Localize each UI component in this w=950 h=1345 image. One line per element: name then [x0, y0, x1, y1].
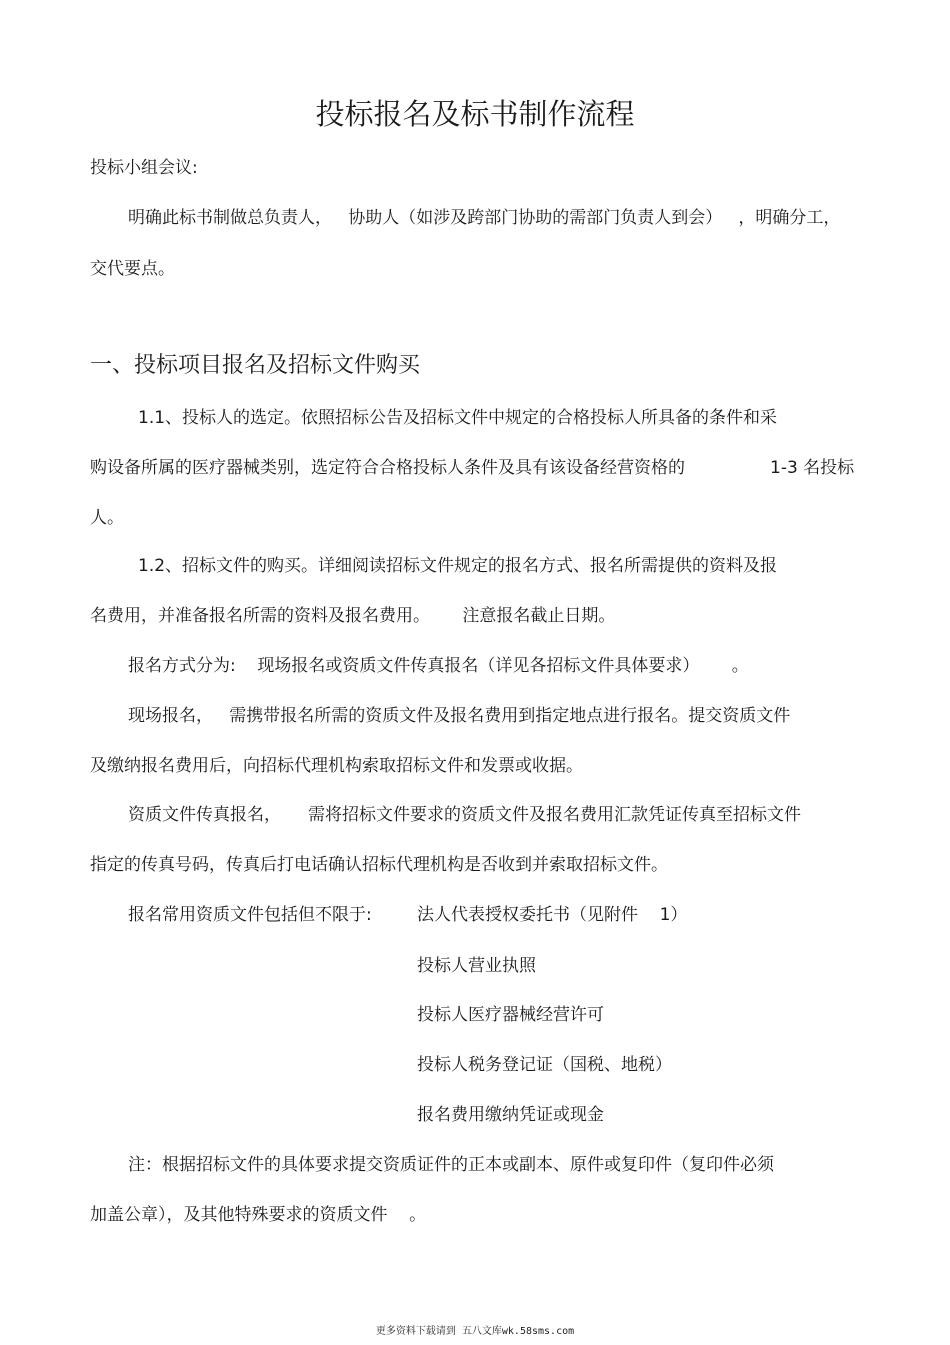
- registration-mode-line: 报名方式分为: 现场报名或资质文件传真报名（详见各招标文件具体要求） 。: [128, 656, 749, 676]
- meeting-paragraph-line-1: 明确此标书制做总负责人， 协助人（如涉及跨部门协助的需部门负责人到会） ，明确分工，: [128, 208, 841, 228]
- p11-line-2: 购设备所属的医疗器械类别，选定符合合格投标人条件及具有该设备经营资格的: [90, 458, 685, 478]
- fax-line-1: 资质文件传真报名， 需将招标文件要求的资质文件及报名费用汇款凭证传真至招标文件: [128, 805, 802, 825]
- p12-line-1: 1.2、招标文件的购买。详细阅读招标文件规定的报名方式、报名所需提供的资料及报: [138, 556, 778, 576]
- section-heading: 一、投标项目报名及招标文件购买: [90, 353, 421, 378]
- doc-item-3: 投标人医疗器械经营许可: [417, 1005, 604, 1025]
- fax-line-2: 指定的传真号码，传真后打电话确认招标代理机构是否收到并索取招标文件。: [90, 855, 668, 875]
- p11-line-1: 1.1、投标人的选定。依照招标公告及招标文件中规定的合格投标人所具备的条件和采: [138, 408, 778, 428]
- page-title: 投标报名及标书制作流程: [315, 97, 635, 131]
- meeting-paragraph-line-2: 交代要点。: [90, 259, 175, 279]
- doc-item-1: 法人代表授权委托书（见附件 1）: [417, 905, 688, 925]
- doc-item-4: 投标人税务登记证（国税、地税）: [417, 1055, 672, 1075]
- note-line-1: 注：根据招标文件的具体要求提交资质证件的正本或副本、原件或复印件（复印件必须: [128, 1155, 774, 1175]
- p11-line-2-range: 1-3 名投标: [770, 458, 855, 478]
- meeting-heading: 投标小组会议:: [90, 158, 198, 178]
- doc-item-2: 投标人营业执照: [417, 956, 536, 976]
- p12-line-2: 名费用，并准备报名所需的资料及报名费用。 注意报名截止日期。: [90, 606, 616, 626]
- p11-line-3: 人。: [90, 508, 124, 528]
- footer-text: 更多资料下载请到 五八文库wk.58sms.com: [375, 1326, 575, 1337]
- doc-item-5: 报名费用缴纳凭证或现金: [417, 1105, 604, 1125]
- note-line-2: 加盖公章），及其他特殊要求的资质文件 。: [90, 1205, 427, 1225]
- onsite-line-1: 现场报名， 需携带报名所需的资质文件及报名费用到指定地点进行报名。提交资质文件: [128, 706, 791, 726]
- onsite-line-2: 及缴纳报名费用后，向招标代理机构索取招标文件和发票或收据。: [90, 756, 583, 776]
- docs-label: 报名常用资质文件包括但不限于:: [128, 905, 372, 925]
